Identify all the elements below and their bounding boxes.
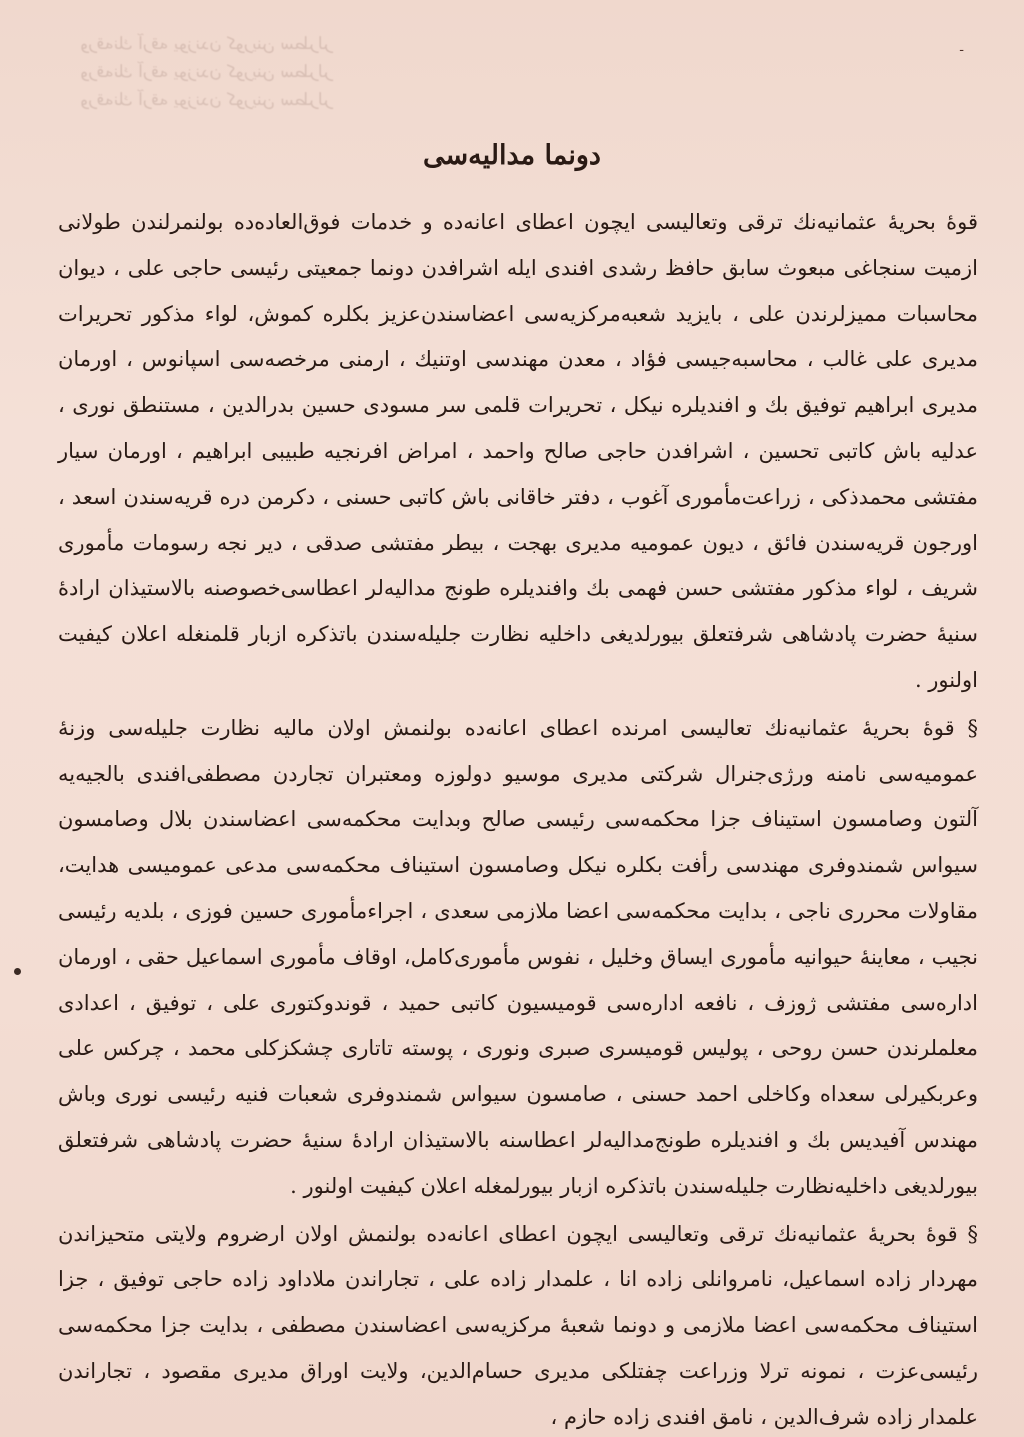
paragraph-3: § قوۀ بحريۀ عثمانيەنك ترقى وتعاليسى ايچون اعطاى اعانەدە بولنمش اولان ارضروم ولايتى متحيزاندن مهردار زادە اسماعيل، نامروانلى زادە انا ، علمدار زادە على ، تجاراندن ملاداود زادە حاجى توفيق ، جزا استيناف محكمەسى اعضا ملازمى و دونما شعبۀ مركزيەسى اعضاسندن مصطفى ، بدايت جزا محكمەسى رئيسى‌عزت ، نمونە ترلا وزراعت چفتلكى مديرى حسام‌الدين، ولايت اوراق مديرى مقصود ، تجاراندن علمدار زادە شرف‌الدين ، نامق افندى زادە حازم ، xyxy=(58,1221,978,1429)
paragraph-1: قوۀ بحريۀ عثمانيەنك ترقى وتعاليسى ايچون اعطاى اعانەدە و خدمات فوق‌العادەدە بولنمرلندن طولانى ازميت سنجاغى مبعوث سابق حافظ رشدى افندى ايلە اشرافدن دونما جمعيتى رئيسى حاجى على ، ديوان محاسبات مميزلرندن على ، بايزيد شعبەمركزيەسى اعضاسندن‌عزيز بكلرە كموش، لواء مذكور تحريرات مديرى على غالب ، محاسبەجيسى فؤاد ، معدن مهندسى اوتنيك ، ارمنى مرخصەسى اسپانوس ، اورمان مديرى ابراهيم توفيق بك و افنديلرە نيكل ، تحريرات قلمى سر مسودى حسين بدرالدين ، مستنطق نورى ، عدليە باش كاتبى تحسين ، اشرافدن حاجى صالح واحمد ، امراض افرنجيە طبيبى ابراهيم ، اورمان سيار مفتشى محمدذكى ، زراعت‌مأمورى آغوب ، دفتر خاقانى باش كاتبى حسنى ، دكرمن درە قريەسندن اسعد ، اورجون قريەسندن فائق ، ديون عموميە مديرى بهجت ، بيطر مفتشى صدقى ، دير نجە رسومات مأمورى شريف ، لواء مذكور مفتشى حسن فهمى بك وافنديلرە طونج مداليەلر اعطاسى‌خصوصنە بالاستيذان ارادۀ سنيۀ حضرت پادشاهى شرفتعلق بيورلديغى داخليە نظارت جليلەسندن باتذكرە ازبار قلمنغلە اعلان كيفيت اولنور . xyxy=(58,210,978,692)
bleed-through-text: ورقەنك آرقە يوزندن كورينن سطرلر ورقەنك آرقە يوزندن كورينن سطرلر ورقەنك آرقە يوزندن كورينن سطرلر xyxy=(80,34,333,110)
paragraph-2: § قوۀ بحريۀ عثمانيەنك تعاليسى امرندە اعطاى اعانەدە بولنمش اولان ماليە نظارت جليلەسى وزنۀ عموميەسى نامنە ورژى‌جنرال شركتى مديرى موسيو دولوزە ومعتبران تجاردن مصطفى‌افندى بالجيەيە آلتون وصامسون استيناف جزا محكمەسى رئيسى صالح وبدايت محكمەسى اعضاسندن بلال وصامسون سيواس شمندوفرى مهندسى رأفت بكلرە نيكل وصامسون استيناف محكمەسى مدعى عموميسى هدايت، مقاولات محررى ناجى ، بدايت محكمەسى اعضا ملازمى سعدى ، اجراءمأمورى حسين فوزى ، بلديە رئيسى نجيب ، معاينۀ حيوانيە مأمورى ايساق وخليل ، نفوس مأمورى‌كامل، اوقاف مأمورى اسماعيل حقى ، اورمان ادارەسى مفتشى ژوزف ، نافعە ادارەسى قوميسيون كاتبى حميد ، قوندوكتورى على ، توفيق ، اعدادى معلملرندن حسن روحى ، پوليس قوميسرى صبرى ونورى ، پوستە تاتارى چشكزكلى محمد ، چركس على وعربكيرلى سعداە وكاخلى احمد حسنى ، صامسون سيواس شمندوفرى شعبات فنيە رئيسى نورى وباش مهندس آفيديس بك و افنديلرە طونج‌مداليەلر اعطاسنە بالاستيذان ارادۀ سنيۀ حضرت پادشاهى شرفتعلق بيورلديغى داخليەنظارت جليلەسندن باتذكرە ازبار بيورلمغلە اعلان كيفيت اولنور . xyxy=(58,715,978,1198)
margin-dot xyxy=(14,968,21,975)
body-text xyxy=(58,200,978,1437)
page-title: دونما مداليەسى xyxy=(423,140,601,171)
corner-mark: - xyxy=(959,42,964,58)
